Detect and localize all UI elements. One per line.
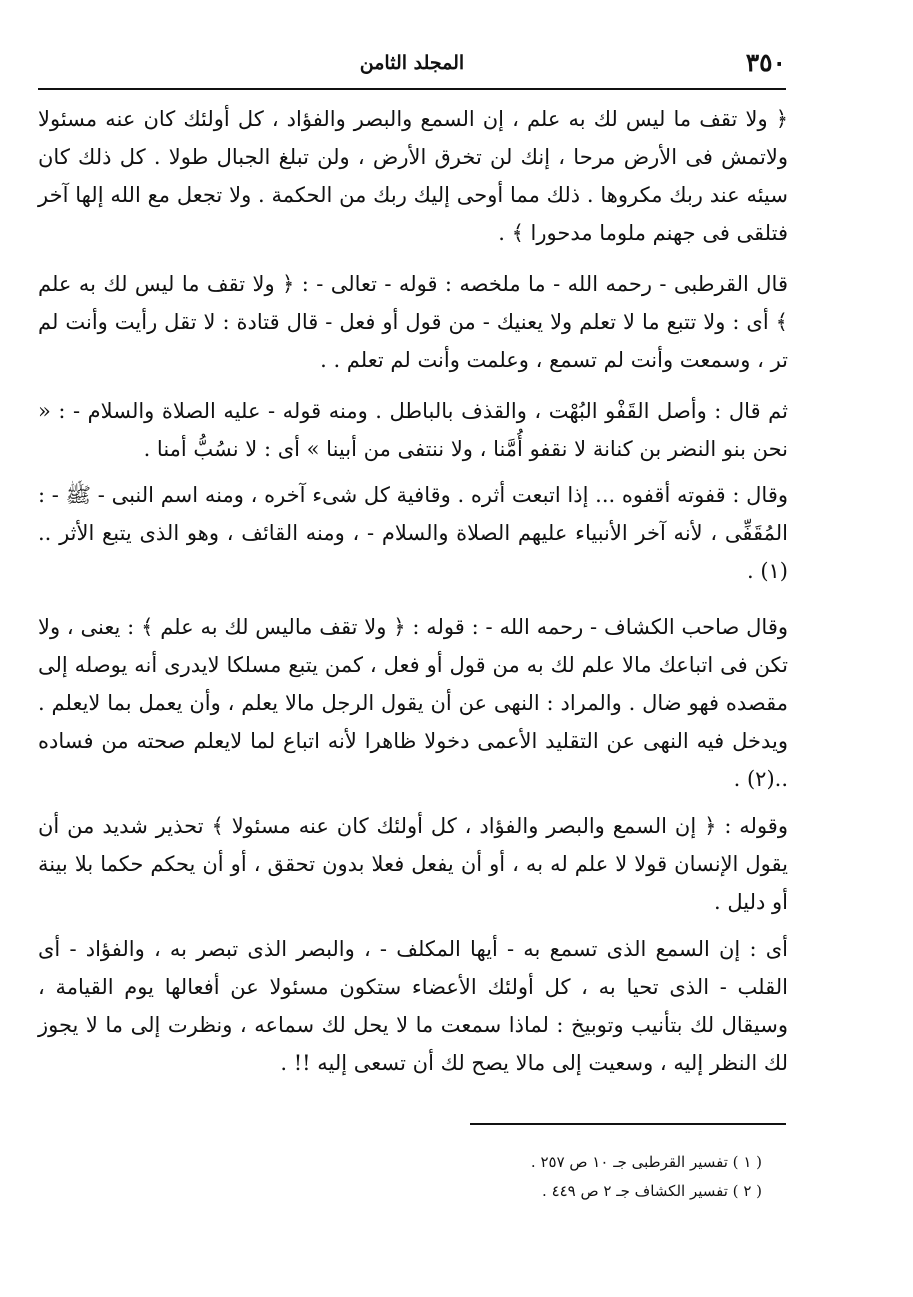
paragraph-qurtubi: قال القرطبى - رحمه الله - ما ملخصه : قوله - تعالى - : ﴿ ولا تقف ما ليس لك به علم ﴾ أى : ولا تتبع ما لا تعلم ولا يعنيك - من قول أو فعل - قال قتادة : لا تقل رأيت وأنت لم تر ، وسمعت وأنت لم تسمع ، وعلمت وأنت لم تعلم . . [38,272,788,372]
paragraph-qafw-meaning: وقال : قفوته أقفوه ... إذا اتبعت أثره . وقافية كل شىء آخره ، ومنه اسم النبى - ﷺ - : المُقَفِّى ، لأنه آخر الأنبياء عليهم الصلاة والسلام - ، ومنه القائف ، وهو الذى يتبع الأثر ..(١) . [38,483,788,583]
running-title: المجلد الثامن [359,52,465,74]
footnotes [400,1148,762,1206]
paragraph-qafw-origin: ثم قال : وأصل القَفْو البُهْت ، والقذف بالباطل . ومنه قوله - عليه الصلاة والسلام - : « نحن بنو النضر بن كنانة لا نقفو أُمَّنا ، ولا ننتفى من أبينا » أى : لا نسُبُّ أمنا . [38,399,788,461]
paragraph-explanation: أى : إن السمع الذى تسمع به - أيها المكلف - ، والبصر الذى تبصر به ، والفؤاد - أى القلب - الذى تحيا به ، كل أولئك الأعضاء ستكون مسئولا عن أفعالها يوم القيامة ، وسيقال لك بتأنيب وتوبيخ : لماذا سمعت ما لا يحل لك سماعه ، ونظرت إلى ما لا يجوز لك النظر إليه ، وسعيت إلى مالا يصح لك أن تسعى إليه !! . [38,937,788,1075]
page-header [38,44,786,84]
page-number: ٣٥٠ [745,48,786,77]
paragraph-kashshaf: وقال صاحب الكشاف - رحمه الله - : قوله : ﴿ ولا تقف ماليس لك به علم ﴾ : يعنى ، ولا تكن فى اتباعك مالا علم لك به من قول أو فعل ، كمن يتبع مسلكا لايدرى أنه يوصله إلى مقصده فهو ضال . والمراد : النهى عن أن يقول الرجل مالا يعلم ، وأن يعمل بما لايعلم . ويدخل فيه النهى عن التقليد الأعمى دخولا ظاهرا لأنه اتباع لما لايعلم صحته من فساده ..(٢) . [38,615,788,791]
paragraph-warning: وقوله : ﴿ إن السمع والبصر والفؤاد ، كل أولئك كان عنه مسئولا ﴾ تحذير شديد من أن يقول الإنسان قولا لا علم له به ، أو أن يفعل فعلا بدون تحقق ، أو أن يحكم حكما بلا بينة أو دليل . [38,814,788,914]
main-text [38,100,788,1082]
footnote-divider [470,1123,786,1125]
header-divider [38,88,786,90]
paragraph-verse: ﴿ ولا تقف ما ليس لك به علم ، إن السمع والبصر والفؤاد ، كل أولئك كان عنه مسئولا ولاتمش فى الأرض مرحا ، إنك لن تخرق الأرض ، ولن تبلغ الجبال طولا . كل ذلك كان سيئه عند ربك مكروها . ذلك مما أوحى إليك ربك من الحكمة . ولا تجعل مع الله إلها آخر فتلقى فى جهنم ملوما مدحورا ﴾ . [38,107,788,245]
footnote-1: ( ١ ) تفسير القرطبى جـ ١٠ ص ٢٥٧ . [530,1153,762,1171]
footnote-2: ( ٢ ) تفسير الكشاف جـ ٢ ص ٤٤٩ . [542,1182,762,1200]
